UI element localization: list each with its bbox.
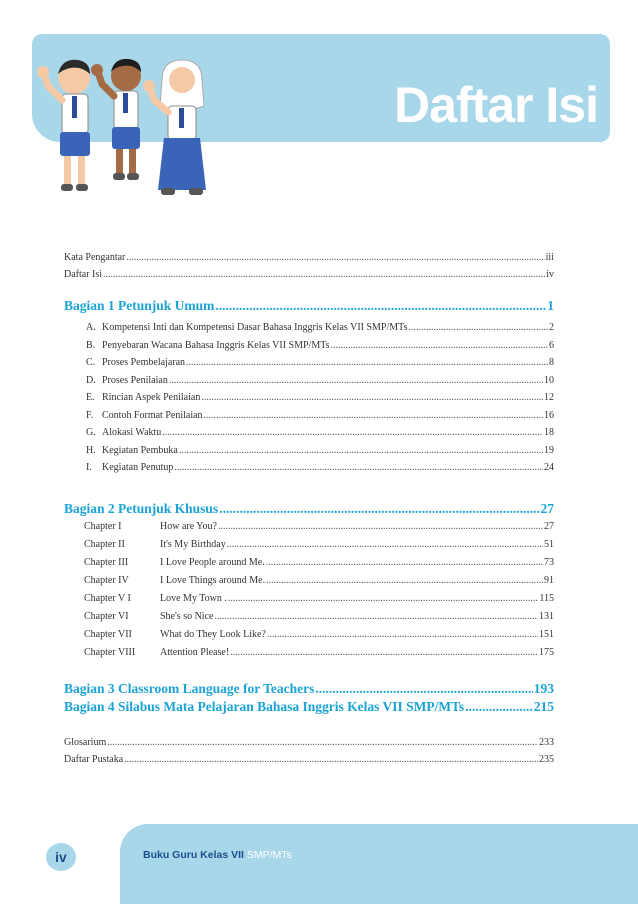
item-label: Alokasi Waktu [102,427,162,438]
item-letter: C. [86,357,96,368]
item-label: Proses Pembelajaran [102,357,186,368]
item-page: 8 [549,357,554,368]
part4-title: Bagian 4 Silabus Mata Pelajaran Bahasa Inggris Kelas VII SMP/MTs [64,699,465,714]
item-label: Kompetensi Inti dan Kompetensi Dasar Bahasa Inggris Kelas VII SMP/MTs [102,322,408,333]
chapter-title: What do They Look Like? [160,629,266,640]
toc-chapter[interactable] [64,521,554,539]
footer-book-title-main: Buku Guru Kelas VII [143,849,244,861]
part3-4-section [64,681,554,717]
chapter-title: How are You? [160,521,217,532]
chapter-page: 73 [544,557,554,568]
chapter-page: 131 [539,611,554,622]
item-letter: H. [86,444,96,456]
toc-entry[interactable] [64,754,554,771]
student-boy-left [37,60,90,191]
toc-entry-label: Glosarium [64,737,107,748]
item-letter: I. [86,462,92,473]
students-illustration [34,52,224,204]
toc-entry-page: 235 [539,754,554,765]
toc-item[interactable] [64,410,554,428]
chapter-number: Chapter I [84,521,122,532]
chapter-number: Chapter VI [84,611,129,622]
item-page: 18 [544,427,554,438]
toc-chapter[interactable] [64,593,554,611]
item-letter: E. [86,392,95,403]
part2-section [64,501,554,665]
item-label: Rincian Aspek Penilaian [102,392,201,403]
item-label: Penyebaran Wacana Bahasa Inggris Kelas VII SMP/MTs [102,339,330,351]
part2-heading[interactable] [64,501,554,521]
toc-chapter[interactable] [64,647,554,665]
chapter-number: Chapter V I [84,593,131,604]
toc-item[interactable] [64,340,554,358]
footer-book-title [143,849,292,861]
page-title: Daftar Isi [394,77,598,133]
front-matter [64,252,554,286]
item-letter: G. [86,427,96,438]
chapter-number: Chapter II [84,539,125,550]
student-girl-right [143,60,206,195]
toc-item[interactable] [64,322,554,340]
item-page: 19 [544,444,554,456]
chapter-page: 175 [539,647,554,658]
item-label: Kegiatan Pembuka [102,444,178,456]
item-label: Kegiatan Penutup [102,462,174,473]
footer-bar [120,824,638,904]
student-boy-middle [91,59,141,180]
item-page: 2 [549,322,554,333]
chapter-number: Chapter VII [84,629,132,640]
toc-entry-label: Daftar Pustaka [64,754,124,765]
toc-entry-label: Kata Pengantar [64,252,126,263]
chapter-number: Chapter III [84,557,129,568]
part4-page: 215 [533,699,554,714]
part2-page: 27 [540,501,554,516]
toc-chapter[interactable] [64,629,554,647]
chapter-title: She's so Nice [160,611,214,622]
item-page: 24 [544,462,554,473]
toc-item[interactable] [64,462,554,480]
item-page: 10 [544,374,554,386]
chapter-page: 27 [544,521,554,532]
chapter-page: 115 [539,593,554,604]
toc-entry[interactable] [64,737,554,754]
part1-page: 1 [547,298,554,313]
chapter-title: It's My Birthday [160,539,226,550]
part3-title: Bagian 3 Classroom Language for Teachers [64,681,315,696]
item-page: 16 [544,409,554,421]
part3-page: 193 [533,681,554,696]
toc-entry-page: 233 [539,737,554,748]
item-label: Contoh Format Penilaian [102,409,203,421]
toc-item[interactable] [64,392,554,410]
chapter-title: Love My Town . [160,593,227,604]
chapter-page: 51 [544,539,554,550]
item-letter: A. [86,322,96,333]
toc-item[interactable] [64,445,554,463]
toc-chapter[interactable] [64,539,554,557]
toc-item[interactable] [64,357,554,375]
footer-book-title-sub: SMP/MTs [246,849,292,861]
toc-chapter[interactable] [64,611,554,629]
toc-entry-page: iii [545,252,554,263]
part4-heading[interactable] [64,699,554,717]
chapter-page: 151 [539,629,554,640]
chapter-title: I Love People around Me. [160,557,265,568]
item-page: 6 [549,339,554,351]
toc-chapter[interactable] [64,575,554,593]
toc-entry-label: Daftar Isi [64,269,103,280]
page-number: iv [46,843,76,871]
item-page: 12 [544,392,554,403]
chapter-number: Chapter VIII [84,647,136,658]
chapter-page: 91 [544,575,554,586]
toc-entry[interactable] [64,269,554,286]
chapter-title: I Love Things around Me. [160,575,266,586]
toc-item[interactable] [64,375,554,393]
toc-entry-page: iv [546,269,554,280]
item-letter: F. [86,409,94,421]
toc-item[interactable] [64,427,554,445]
part1-heading[interactable] [64,298,554,318]
part1-section [64,298,554,480]
item-label: Proses Penilaian [102,374,168,386]
part2-title: Bagian 2 Petunjuk Khusus [64,501,219,516]
chapter-number: Chapter IV [84,575,129,586]
back-matter [64,737,554,771]
chapter-title: Attention Please! [160,647,230,658]
part3-heading[interactable] [64,681,554,699]
toc-entry[interactable] [64,252,554,269]
part1-title: Bagian 1 Petunjuk Umum [64,298,215,313]
item-letter: B. [86,339,96,351]
toc-chapter[interactable] [64,557,554,575]
item-letter: D. [86,374,96,386]
